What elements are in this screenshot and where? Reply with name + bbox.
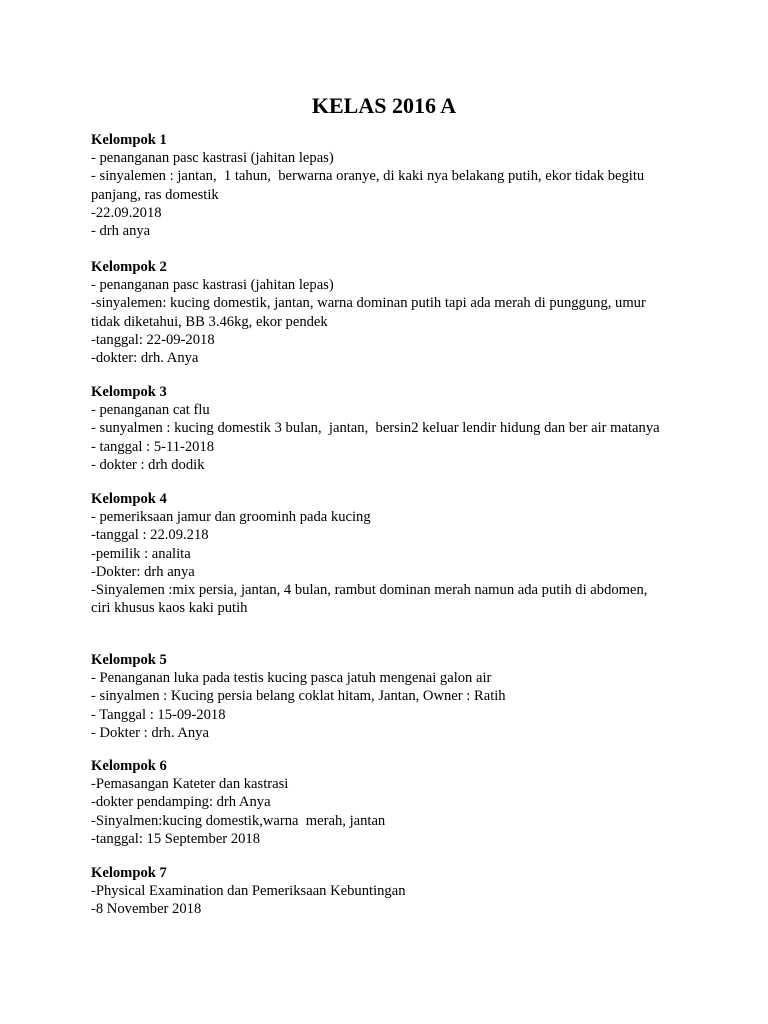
- group-line: - dokter : drh dodik: [91, 456, 205, 473]
- group-section: [91, 131, 691, 240]
- group-section: [91, 383, 691, 474]
- group-heading: Kelompok 1: [91, 132, 167, 148]
- group-heading: Kelompok 6: [91, 758, 167, 774]
- group-line: -tanggal : 22.09.218: [91, 527, 209, 544]
- document-title: KELAS 2016 A: [311, 93, 457, 118]
- group-section: [91, 757, 691, 848]
- group-line: -Dokter: drh anya: [91, 563, 195, 580]
- group-line: -sinyalemen: kucing domestik, jantan, warna dominan putih tapi ada merah di punggung, umur: [91, 295, 646, 312]
- group-line: - tanggal : 5-11-2018: [91, 438, 215, 455]
- group-line: - pemeriksaan jamur dan groominh pada kucing: [91, 509, 371, 526]
- group-heading: Kelompok 5: [91, 652, 167, 668]
- group-heading: Kelompok 4: [91, 491, 167, 507]
- group-line: -Pemasangan Kateter dan kastrasi: [91, 776, 289, 793]
- group-line: - penanganan pasc kastrasi (jahitan lepas): [91, 150, 334, 167]
- group-line: - Tanggal : 15-09-2018: [91, 706, 226, 723]
- group-section: [91, 651, 691, 742]
- group-line: - penanganan pasc kastrasi (jahitan lepas): [91, 277, 334, 294]
- group-line: - drh anya: [91, 223, 151, 240]
- group-heading: Kelompok 3: [91, 384, 167, 400]
- group-line: -Sinyalmen:kucing domestik,warna merah, jantan: [91, 812, 386, 829]
- group-line: -pemilik : analita: [91, 545, 191, 562]
- group-line: -dokter pendamping: drh Anya: [91, 794, 271, 811]
- group-line: tidak diketahui, BB 3.46kg, ekor pendek: [91, 313, 328, 330]
- group-line: ciri khusus kaos kaki putih: [91, 600, 248, 617]
- group-line: - sunyalmen : kucing domestik 3 bulan, jantan, bersin2 keluar lendir hidung dan ber air matanya: [91, 420, 660, 437]
- group-line: -tanggal: 22-09-2018: [91, 331, 215, 348]
- group-heading: Kelompok 7: [91, 865, 167, 881]
- group-line: -22.09.2018: [91, 204, 162, 221]
- group-line: - sinyalemen : jantan, 1 tahun, berwarna oranye, di kaki nya belakang putih, ekor tidak begitu: [91, 168, 645, 185]
- group-line: -Physical Examination dan Pemeriksaan Kebuntingan: [91, 883, 406, 900]
- group-section: [91, 258, 691, 367]
- group-line: - sinyalmen : Kucing persia belang coklat hitam, Jantan, Owner : Ratih: [91, 688, 506, 705]
- group-line: - penanganan cat flu: [91, 402, 210, 419]
- group-line: panjang, ras domestik: [91, 186, 219, 203]
- group-line: -dokter: drh. Anya: [91, 350, 199, 367]
- group-heading: Kelompok 2: [91, 259, 167, 275]
- group-line: - Penanganan luka pada testis kucing pasca jatuh mengenai galon air: [91, 670, 492, 687]
- group-section: [91, 864, 691, 919]
- group-line: - Dokter : drh. Anya: [91, 724, 209, 741]
- group-line: -8 November 2018: [91, 901, 202, 918]
- group-section: [91, 490, 691, 617]
- group-line: -tanggal: 15 September 2018: [91, 830, 261, 847]
- group-line: -Sinyalemen :mix persia, jantan, 4 bulan, rambut dominan merah namun ada putih di abdomen,: [91, 582, 648, 599]
